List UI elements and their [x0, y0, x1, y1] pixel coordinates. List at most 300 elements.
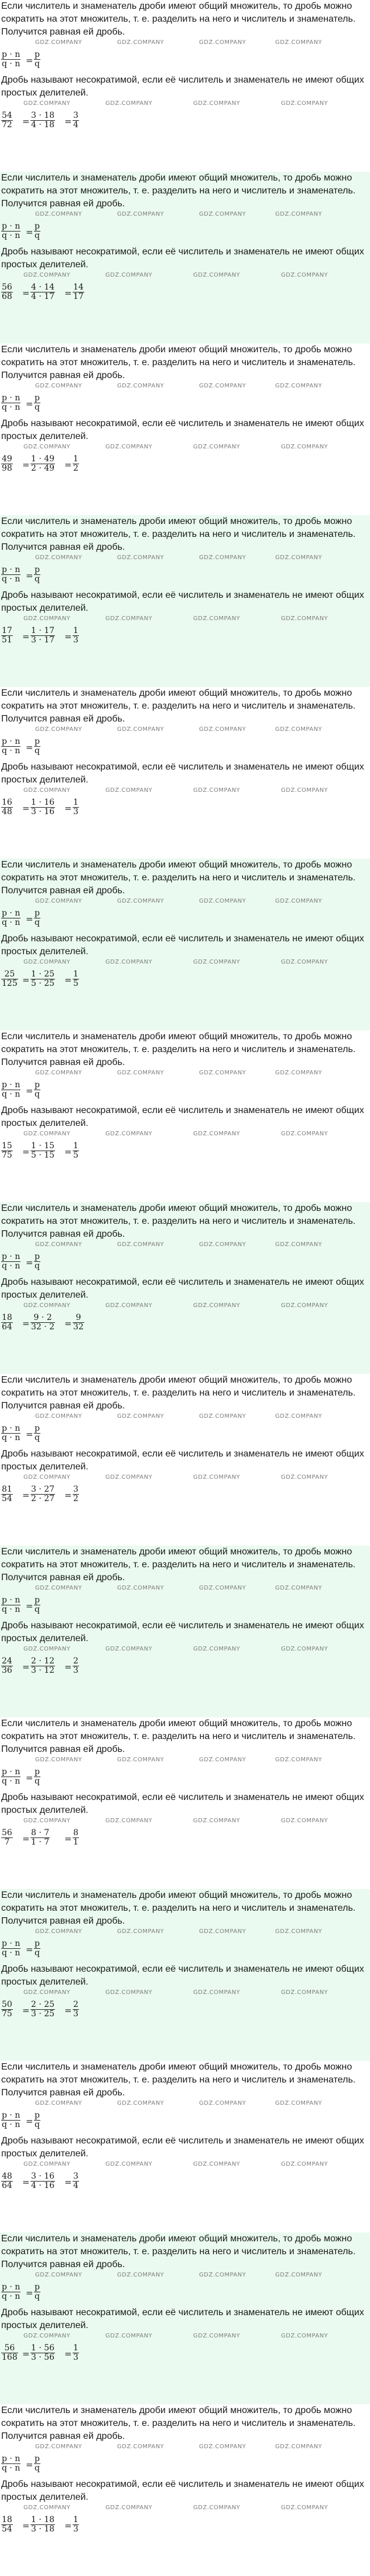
watermark-text: GDZ.COMPANY — [117, 211, 165, 217]
example-factored-fraction — [30, 2000, 55, 2019]
example-reduced-fraction-denominator: 3 — [73, 807, 78, 816]
watermark-text: GDZ.COMPANY — [281, 1131, 328, 1137]
equals-sign: = — [22, 1490, 30, 1500]
rule-block — [0, 687, 370, 859]
equals-sign: = — [22, 2349, 30, 2359]
example-original-fraction-denominator: 125 — [2, 979, 18, 988]
watermark-text: GDZ.COMPANY — [23, 2504, 71, 2511]
watermark-text: GDZ.COMPANY — [281, 2161, 328, 2167]
equals-sign: = — [64, 288, 72, 298]
watermark-text: GDZ.COMPANY — [35, 1585, 83, 1591]
formula-rhs — [34, 1081, 40, 1099]
equals-sign: = — [26, 1429, 33, 1440]
equals-sign: = — [64, 116, 72, 127]
reduction-example — [0, 1997, 370, 2025]
formula-lhs — [1, 1939, 20, 1958]
formula-rhs-numerator: p — [35, 1767, 40, 1777]
example-original-fraction — [1, 2000, 13, 2019]
example-reduced-fraction-denominator: 17 — [73, 292, 84, 301]
rule-block — [0, 1717, 370, 1889]
example-factored-fraction-denominator: 3 · 25 — [31, 2009, 55, 2019]
irreducible-text: Дробь называют несократимой, если её числитель и знаменатель не имеют общих простых делителей. — [1, 2308, 364, 2330]
equals-sign: = — [64, 2177, 72, 2187]
watermark-row — [0, 615, 370, 623]
general-formula — [0, 1249, 370, 1276]
example-original-fraction-numerator: 17 — [2, 626, 12, 635]
formula-lhs-numerator: p · n — [2, 2282, 20, 2292]
watermark-row — [0, 2332, 370, 2340]
equals-sign: = — [64, 2520, 72, 2531]
irreducible-text: Дробь называют несократимой, если её числитель и знаменатель не имеют общих простых делителей. — [1, 247, 364, 270]
example-original-fraction-numerator: 48 — [2, 2172, 12, 2181]
equals-sign: = — [64, 1833, 72, 1844]
example-reduced-fraction — [73, 627, 79, 645]
watermark-text: GDZ.COMPANY — [35, 2444, 83, 2450]
example-reduced-fraction — [73, 111, 79, 130]
equals-sign: = — [22, 1146, 30, 1157]
formula-lhs — [1, 1424, 20, 1442]
watermark-text: GDZ.COMPANY — [105, 1646, 153, 1652]
watermark-text: GDZ.COMPANY — [117, 2444, 165, 2450]
watermark-text: GDZ.COMPANY — [193, 2504, 241, 2511]
example-original-fraction-numerator: 16 — [2, 798, 12, 807]
definition-text: Если числитель и знаменатель дроби имеют общий множитель, то дробь можно сократить на этот множитель, т. е. разделить на него и числитель и знаменатель. Получится равная ей дробь. — [1, 1719, 356, 1754]
formula-rhs-numerator: p — [35, 2282, 40, 2292]
formula-lhs-numerator: p · n — [2, 1080, 20, 1090]
example-factored-fraction — [30, 798, 55, 816]
formula-rhs-denominator: q — [35, 1433, 40, 1442]
watermark-row — [0, 1756, 370, 1764]
watermark-row — [0, 726, 370, 734]
equals-sign: = — [22, 460, 30, 470]
formula-rhs — [34, 50, 40, 69]
formula-rhs-denominator: q — [35, 1605, 40, 1614]
example-original-fraction-denominator: 75 — [2, 1151, 12, 1160]
watermark-row — [0, 443, 370, 451]
formula-lhs — [1, 2283, 20, 2301]
watermark-text: GDZ.COMPANY — [105, 2333, 153, 2339]
reduction-example — [0, 2340, 370, 2369]
example-reduced-fraction-numerator: 8 — [73, 1828, 78, 1837]
formula-lhs-numerator: p · n — [2, 565, 20, 574]
reduction-example — [0, 1310, 370, 1338]
watermark-text: GDZ.COMPANY — [117, 898, 165, 904]
example-original-fraction-numerator: 25 — [4, 969, 15, 979]
watermark-text: GDZ.COMPANY — [199, 726, 246, 733]
irreducible-text: Дробь называют несократимой, если её числитель и знаменатель не имеют общих простых делителей. — [1, 2479, 364, 2502]
example-original-fraction-denominator: 7 — [1, 1837, 13, 1847]
equals-sign: = — [22, 1833, 30, 1844]
watermark-text: GDZ.COMPANY — [275, 383, 323, 389]
formula-rhs-denominator: q — [35, 403, 40, 412]
watermark-text: GDZ.COMPANY — [193, 1818, 241, 1824]
example-reduced-fraction — [73, 2172, 79, 2190]
watermark-text: GDZ.COMPANY — [193, 615, 241, 622]
watermark-text: GDZ.COMPANY — [199, 1413, 246, 1420]
watermark-text: GDZ.COMPANY — [23, 100, 71, 107]
example-original-fraction-numerator: 56 — [2, 1828, 12, 1837]
example-reduced-fraction-denominator: 4 — [73, 2181, 78, 2190]
watermark-text: GDZ.COMPANY — [193, 1989, 241, 1996]
equals-sign: = — [64, 2349, 72, 2359]
formula-rhs-denominator: q — [35, 918, 40, 927]
example-reduced-fraction — [73, 455, 79, 473]
example-factored-fraction-denominator: 3 · 16 — [31, 807, 55, 816]
formula-lhs-numerator: p · n — [2, 1767, 20, 1777]
watermark-row — [0, 271, 370, 280]
watermark-text: GDZ.COMPANY — [275, 2272, 323, 2278]
definition-text: Если числитель и знаменатель дроби имеют общий множитель, то дробь можно сократить на этот множитель, т. е. разделить на него и числитель и знаменатель. Получится равная ей дробь. — [1, 688, 356, 724]
example-original-fraction-denominator: 98 — [2, 464, 12, 473]
formula-rhs-numerator: p — [35, 393, 40, 403]
formula-lhs-denominator: q · n — [2, 746, 20, 756]
watermark-text: GDZ.COMPANY — [193, 2161, 241, 2167]
formula-rhs-numerator: p — [35, 2111, 40, 2120]
rule-block — [0, 1202, 370, 1374]
example-original-fraction — [1, 627, 13, 645]
irreducible-text: Дробь называют несократимой, если её числитель и знаменатель не имеют общих простых делителей. — [1, 2136, 364, 2159]
example-reduced-fraction-denominator: 3 — [73, 2524, 78, 2534]
example-reduced-fraction-numerator: 1 — [73, 2515, 78, 2524]
watermark-text: GDZ.COMPANY — [199, 2272, 246, 2278]
formula-lhs — [1, 394, 20, 412]
irreducible-text: Дробь называют несократимой, если её числитель и знаменатель не имеют общих простых делителей. — [1, 762, 364, 785]
formula-rhs-denominator: q — [35, 59, 40, 69]
example-original-fraction-numerator: 49 — [2, 454, 12, 464]
formula-lhs — [1, 737, 20, 756]
rule-block — [0, 2233, 370, 2404]
reduction-example — [0, 1482, 370, 1510]
equals-sign: = — [26, 1944, 33, 1955]
example-factored-fraction-denominator: 5 · 25 — [31, 979, 55, 988]
equals-sign: = — [22, 2520, 30, 2531]
watermark-text: GDZ.COMPANY — [199, 1585, 246, 1591]
example-original-fraction — [1, 2172, 13, 2190]
formula-lhs-denominator: q · n — [2, 918, 20, 927]
watermark-row — [0, 1928, 370, 1936]
general-formula — [0, 390, 370, 417]
formula-lhs-numerator: p · n — [2, 222, 20, 231]
formula-rhs — [34, 2455, 40, 2473]
formula-lhs — [1, 50, 20, 69]
reduction-example — [0, 451, 370, 479]
general-formula — [0, 1421, 370, 1448]
watermark-text: GDZ.COMPANY — [275, 39, 323, 46]
example-factored-fraction — [30, 1142, 55, 1160]
example-reduced-fraction-numerator: 1 — [73, 626, 78, 635]
formula-lhs-denominator: q · n — [2, 574, 20, 584]
equals-sign: = — [26, 570, 33, 581]
example-reduced-fraction-numerator: 3 — [73, 111, 78, 120]
formula-lhs — [1, 1253, 20, 1271]
watermark-row — [0, 382, 370, 390]
equals-sign: = — [22, 116, 30, 127]
watermark-text: GDZ.COMPANY — [199, 2100, 246, 2107]
formula-rhs — [34, 394, 40, 412]
formula-rhs-numerator: p — [35, 1424, 40, 1433]
formula-rhs-numerator: p — [35, 565, 40, 574]
reduction-example — [0, 2169, 370, 2197]
example-factored-fraction-numerator: 3 · 16 — [31, 2172, 55, 2181]
watermark-text: GDZ.COMPANY — [275, 2100, 323, 2107]
definition-text: Если числитель и знаменатель дроби имеют общий множитель, то дробь можно сократить на этот множитель, т. е. разделить на него и числитель и знаменатель. Получится равная ей дробь. — [1, 1, 356, 37]
example-original-fraction-numerator: 15 — [2, 1141, 12, 1151]
equals-sign: = — [64, 975, 72, 985]
formula-rhs-denominator: q — [35, 1090, 40, 1099]
example-original-fraction — [1, 1142, 13, 1160]
watermark-text: GDZ.COMPANY — [105, 100, 153, 107]
example-reduced-fraction-numerator: 3 — [73, 2172, 78, 2181]
watermark-row — [0, 897, 370, 906]
example-factored-fraction — [30, 111, 55, 130]
example-reduced-fraction — [73, 1829, 79, 1847]
watermark-text: GDZ.COMPANY — [117, 383, 165, 389]
example-factored-fraction-numerator: 1 · 15 — [31, 1141, 55, 1151]
watermark-text: GDZ.COMPANY — [23, 444, 71, 450]
formula-rhs-numerator: p — [35, 1252, 40, 1261]
equals-sign: = — [22, 1318, 30, 1329]
example-factored-fraction-numerator: 2 · 25 — [31, 2000, 55, 2009]
watermark-row — [0, 554, 370, 562]
equals-sign: = — [26, 1257, 33, 1268]
formula-rhs-denominator: q — [35, 2463, 40, 2473]
watermark-text: GDZ.COMPANY — [199, 1070, 246, 1076]
formula-lhs — [1, 2111, 20, 2129]
irreducible-text: Дробь называют несократимой, если её числитель и знаменатель не имеют общих простых делителей. — [1, 1105, 364, 1128]
example-original-fraction-numerator: 81 — [2, 1485, 12, 1494]
formula-lhs-numerator: p · n — [2, 1595, 20, 1605]
formula-lhs — [1, 2455, 20, 2473]
formula-lhs-denominator: q · n — [2, 1090, 20, 1099]
equals-sign: = — [26, 2459, 33, 2470]
watermark-row — [0, 1302, 370, 1310]
watermark-text: GDZ.COMPANY — [35, 898, 83, 904]
watermark-text: GDZ.COMPANY — [281, 444, 328, 450]
example-reduced-fraction-denominator: 5 — [73, 979, 78, 988]
watermark-text: GDZ.COMPANY — [199, 1241, 246, 1248]
general-formula — [0, 734, 370, 761]
equals-sign: = — [26, 742, 33, 753]
watermark-text: GDZ.COMPANY — [281, 959, 328, 965]
watermark-row — [0, 1069, 370, 1077]
rule-block — [0, 1030, 370, 1202]
formula-lhs — [1, 566, 20, 584]
watermark-text: GDZ.COMPANY — [281, 1302, 328, 1309]
general-formula — [0, 1764, 370, 1791]
watermark-text: GDZ.COMPANY — [117, 1413, 165, 1420]
general-formula — [0, 562, 370, 589]
reduction-example — [0, 795, 370, 823]
watermark-text: GDZ.COMPANY — [23, 1302, 71, 1309]
example-original-fraction-numerator: 18 — [2, 1313, 12, 1322]
watermark-text: GDZ.COMPANY — [35, 383, 83, 389]
watermark-text: GDZ.COMPANY — [193, 787, 241, 794]
example-reduced-fraction — [73, 2344, 79, 2362]
watermark-text: GDZ.COMPANY — [105, 1818, 153, 1824]
example-reduced-fraction-denominator: 5 — [73, 1151, 78, 1160]
watermark-text: GDZ.COMPANY — [105, 444, 153, 450]
definition-text: Если числитель и знаменатель дроби имеют общий множитель, то дробь можно сократить на этот множитель, т. е. разделить на него и числитель и знаменатель. Получится равная ей дробь. — [1, 2405, 356, 2441]
formula-lhs-denominator: q · n — [2, 59, 20, 69]
example-original-fraction-numerator: 54 — [2, 111, 12, 120]
general-formula — [0, 1592, 370, 1619]
example-original-fraction-numerator: 24 — [2, 1656, 12, 1666]
watermark-row — [0, 1989, 370, 1997]
watermark-text: GDZ.COMPANY — [23, 2333, 71, 2339]
example-reduced-fraction-numerator: 1 — [73, 798, 78, 807]
watermark-text: GDZ.COMPANY — [35, 39, 83, 46]
example-original-fraction-denominator: 54 — [2, 1494, 12, 1503]
general-formula — [0, 2108, 370, 2135]
watermark-text: GDZ.COMPANY — [281, 787, 328, 794]
example-original-fraction — [1, 1485, 13, 1503]
example-reduced-fraction — [73, 1142, 79, 1160]
formula-rhs — [34, 1939, 40, 1958]
watermark-text: GDZ.COMPANY — [199, 1757, 246, 1763]
irreducible-text: Дробь называют несократимой, если её числитель и знаменатель не имеют общих простых делителей. — [1, 934, 364, 957]
watermark-text: GDZ.COMPANY — [23, 959, 71, 965]
watermark-text: GDZ.COMPANY — [117, 2100, 165, 2107]
example-factored-fraction-numerator: 1 · 56 — [31, 2343, 55, 2353]
example-factored-fraction-numerator: 1 · 25 — [31, 969, 55, 979]
irreducible-text: Дробь называют несократимой, если её числитель и знаменатель не имеют общих простых делителей. — [1, 418, 364, 441]
example-factored-fraction-denominator: 2 · 49 — [31, 464, 55, 473]
watermark-text: GDZ.COMPANY — [35, 1928, 83, 1935]
example-reduced-fraction — [73, 1485, 79, 1503]
equals-sign: = — [64, 803, 72, 814]
reduction-example — [0, 1653, 370, 1682]
formula-rhs-numerator: p — [35, 1939, 40, 1948]
example-factored-fraction — [30, 2516, 55, 2534]
watermark-row — [0, 2160, 370, 2169]
watermark-text: GDZ.COMPANY — [35, 1070, 83, 1076]
watermark-text: GDZ.COMPANY — [281, 1646, 328, 1652]
formula-rhs-numerator: p — [35, 908, 40, 918]
equals-sign: = — [64, 2005, 72, 2016]
watermark-row — [0, 39, 370, 47]
watermark-text: GDZ.COMPANY — [193, 1646, 241, 1652]
example-reduced-fraction — [73, 798, 79, 816]
watermark-row — [0, 1130, 370, 1138]
watermark-text: GDZ.COMPANY — [105, 787, 153, 794]
example-factored-fraction-numerator: 4 · 14 — [31, 283, 55, 292]
watermark-text: GDZ.COMPANY — [275, 1070, 323, 1076]
example-original-fraction-denominator: 72 — [2, 120, 12, 130]
formula-lhs — [1, 1596, 20, 1614]
example-factored-fraction — [30, 455, 55, 473]
formula-lhs — [1, 1081, 20, 1099]
example-reduced-fraction — [73, 2516, 79, 2534]
example-original-fraction — [1, 1829, 13, 1847]
example-factored-fraction-numerator: 2 · 12 — [31, 1656, 55, 1666]
watermark-row — [0, 2099, 370, 2108]
example-factored-fraction — [30, 283, 55, 301]
general-formula — [0, 219, 370, 246]
formula-lhs-numerator: p · n — [2, 393, 20, 403]
watermark-text: GDZ.COMPANY — [275, 898, 323, 904]
general-formula — [0, 1936, 370, 1963]
watermark-text: GDZ.COMPANY — [117, 1757, 165, 1763]
formula-rhs — [34, 909, 40, 927]
formula-lhs-denominator: q · n — [2, 231, 20, 240]
equals-sign: = — [22, 803, 30, 814]
watermark-row — [0, 2271, 370, 2279]
equals-sign: = — [26, 2116, 33, 2126]
rule-block — [0, 515, 370, 687]
formula-lhs — [1, 1768, 20, 1786]
watermark-text: GDZ.COMPANY — [23, 1989, 71, 1996]
watermark-text: GDZ.COMPANY — [117, 1070, 165, 1076]
example-reduced-fraction — [73, 1657, 79, 1675]
formula-rhs — [34, 1596, 40, 1614]
equals-sign: = — [64, 1146, 72, 1157]
watermark-text: GDZ.COMPANY — [105, 1131, 153, 1137]
formula-rhs — [34, 222, 40, 240]
watermark-text: GDZ.COMPANY — [275, 1757, 323, 1763]
watermark-text: GDZ.COMPANY — [281, 1474, 328, 1481]
watermark-row — [0, 1413, 370, 1421]
watermark-text: GDZ.COMPANY — [199, 211, 246, 217]
reduction-example — [0, 1138, 370, 1166]
formula-lhs-denominator: q · n — [2, 403, 20, 412]
watermark-text: GDZ.COMPANY — [275, 211, 323, 217]
watermark-row — [0, 2504, 370, 2512]
watermark-text: GDZ.COMPANY — [199, 39, 246, 46]
reduction-example — [0, 280, 370, 308]
example-reduced-fraction-numerator: 1 — [73, 2343, 78, 2353]
example-original-fraction-denominator: 54 — [2, 2524, 12, 2534]
general-formula — [0, 1077, 370, 1104]
formula-rhs-numerator: p — [35, 2454, 40, 2463]
example-factored-fraction — [30, 1313, 55, 1332]
example-original-fraction-numerator: 50 — [2, 2000, 12, 2009]
example-reduced-fraction-numerator: 1 — [73, 454, 78, 464]
example-factored-fraction-denominator: 1 · 7 — [31, 1837, 50, 1847]
watermark-text: GDZ.COMPANY — [35, 2272, 83, 2278]
example-factored-fraction-denominator: 4 · 17 — [31, 292, 55, 301]
general-formula — [0, 2279, 370, 2306]
formula-lhs-denominator: q · n — [2, 1948, 20, 1958]
watermark-row — [0, 787, 370, 795]
example-original-fraction-denominator: 51 — [2, 635, 12, 645]
irreducible-text: Дробь называют несократимой, если её числитель и знаменатель не имеют общих простых делителей. — [1, 1792, 364, 1815]
formula-rhs-denominator: q — [35, 574, 40, 584]
equals-sign: = — [64, 1318, 72, 1329]
example-original-fraction — [1, 1657, 13, 1675]
reduction-example — [0, 623, 370, 651]
example-original-fraction — [1, 283, 13, 301]
watermark-text: GDZ.COMPANY — [117, 554, 165, 561]
watermark-text: GDZ.COMPANY — [199, 898, 246, 904]
example-factored-fraction-numerator: 1 · 16 — [31, 798, 55, 807]
watermark-text: GDZ.COMPANY — [23, 272, 71, 278]
example-reduced-fraction-numerator: 2 — [73, 2000, 78, 2009]
example-original-fraction-numerator: 56 — [4, 2343, 15, 2353]
watermark-text: GDZ.COMPANY — [105, 1302, 153, 1309]
watermark-text: GDZ.COMPANY — [281, 2504, 328, 2511]
formula-lhs-numerator: p · n — [2, 2111, 20, 2120]
equals-sign: = — [26, 55, 33, 66]
watermark-text: GDZ.COMPANY — [275, 1585, 323, 1591]
definition-text: Если числитель и знаменатель дроби имеют общий множитель, то дробь можно сократить на этот множитель, т. е. разделить на него и числитель и знаменатель. Получится равная ей дробь. — [1, 1890, 356, 1926]
equals-sign: = — [22, 2177, 30, 2187]
watermark-text: GDZ.COMPANY — [35, 554, 83, 561]
watermark-text: GDZ.COMPANY — [275, 554, 323, 561]
reduction-example — [0, 2512, 370, 2540]
formula-rhs-denominator: q — [35, 1777, 40, 1786]
example-reduced-fraction-denominator: 2 — [73, 464, 78, 473]
watermark-text: GDZ.COMPANY — [35, 211, 83, 217]
